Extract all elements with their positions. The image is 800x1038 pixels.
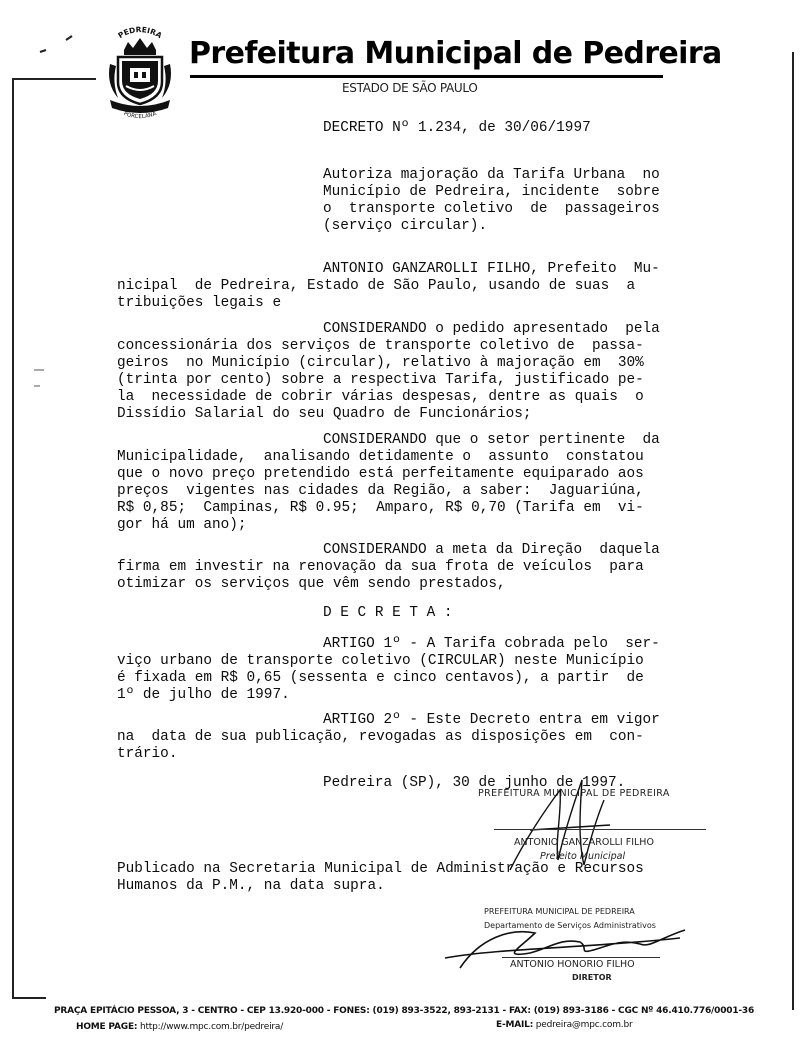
director-stamp-role: DIRETOR — [572, 973, 612, 982]
summary-line: o transporte coletivo de passageiros — [323, 201, 660, 217]
considerando-line: geiros no Município (circular), relativo à majoração em 30% — [117, 355, 644, 371]
footer-address — [54, 1006, 754, 1016]
artigo-line: ARTIGO 2º - Este Decreto entra em vigor — [323, 712, 660, 728]
footer-homepage — [76, 1022, 283, 1032]
artigo-line: na data de sua publicação, revogadas as disposições em con- — [117, 729, 644, 745]
publication-line: Humanos da P.M., na data supra. — [117, 878, 385, 894]
title-underline — [190, 75, 663, 78]
considerando-line: (trinta por cento) sobre a respectiva Tarifa, justificado pe- — [117, 372, 644, 388]
mayor-stamp-org: PREFEITURA MUNICIPAL DE PEDREIRA — [478, 788, 670, 799]
considerando-line: la necessidade de cobrir várias despesas, dentre as quais o — [117, 389, 644, 405]
artigo-line: é fixada em R$ 0,65 (sessenta e cinco centavos), a partir de — [117, 670, 644, 686]
frame-bottom-border — [12, 997, 46, 999]
decree-heading: DECRETO Nº 1.234, de 30/06/1997 — [323, 120, 591, 136]
crest-text-top: PEDREIRA — [116, 25, 164, 41]
director-stamp-rule — [502, 957, 660, 958]
director-stamp-org: PREFEITURA MUNICIPAL DE PEDREIRA — [484, 907, 635, 916]
considerando-line: CONSIDERANDO que o setor pertinente da — [323, 432, 660, 448]
considerando-line: CONSIDERANDO o pedido apresentado pela — [323, 321, 660, 337]
email-label: E-MAIL: — [496, 1020, 534, 1030]
mayor-stamp-name: ANTONIO GANZAROLLI FILHO — [514, 837, 654, 848]
considerando-line: preços vigentes nas cidades da Região, a saber: Jaguariúna, — [117, 483, 644, 499]
considerando-line: otimizar os serviços que vêm sendo prestados, — [117, 576, 506, 592]
preamble-line: ANTONIO GANZAROLLI FILHO, Prefeito Mu- — [323, 261, 660, 277]
svg-text:PEDREIRA — [116, 25, 163, 40]
frame-top-border — [12, 78, 96, 80]
preamble-line: tribuições legais e — [117, 295, 282, 311]
mayor-stamp-role: Prefeito Municipal — [540, 851, 626, 862]
email-link[interactable]: pedreira@mpc.com.br — [535, 1020, 633, 1030]
crest-text-bottom: PORCELANA — [122, 111, 158, 120]
page-title: Prefeitura Municipal de Pedreira — [189, 36, 722, 71]
place-date: Pedreira (SP), 30 de junho de 1997. — [323, 775, 626, 791]
considerando-line: concessionária dos serviços de transporte coletivo de passa- — [117, 338, 644, 354]
artigo-line: ARTIGO 1º - A Tarifa cobrada pelo ser- — [323, 636, 660, 652]
considerando-line: CONSIDERANDO a meta da Direção daquela — [323, 542, 660, 558]
considerando-line: Municipalidade, analisando detidamente o assunto constatou — [117, 449, 644, 465]
artigo-line: 1º de julho de 1997. — [117, 687, 290, 703]
footer-address-text: PRAÇA EPITÁCIO PESSOA, 3 - CENTRO - CEP 13.920-000 - FONES: (019) 893-3522, 893-2131 - FAX: (019) 893-3186 - CGC Nº 46.410.776/0001-36 — [54, 1006, 755, 1016]
summary-line: Município de Pedreira, incidente sobre — [323, 184, 660, 200]
decreta-heading: D E C R E T A : — [323, 605, 453, 621]
homepage-link[interactable]: http://www.mpc.com.br/pedreira/ — [139, 1022, 284, 1032]
considerando-line: R$ 0,85; Campinas, R$ 0.95; Amparo, R$ 0,70 (Tarifa em vi- — [117, 500, 644, 516]
considerando-line: Dissídio Salarial do seu Quadro de Funcionários; — [117, 406, 532, 422]
director-stamp-name: ANTONIO HONORIO FILHO — [510, 959, 635, 970]
publication-line: Publicado na Secretaria Municipal de Administração e Recursos — [117, 861, 644, 877]
municipal-crest-icon — [100, 24, 180, 120]
director-stamp-dept: Departamento de Serviços Administrativos — [484, 921, 656, 930]
frame-left-border — [12, 78, 14, 998]
artigo-line: viço urbano de transporte coletivo (CIRCULAR) neste Município — [117, 653, 644, 669]
homepage-label: HOME PAGE: — [76, 1022, 138, 1032]
considerando-line: firma em investir na renovação da sua frota de veículos para — [117, 559, 644, 575]
considerando-line: que o novo preço pretendido está perfeitamente equiparado aos — [117, 466, 644, 482]
preamble-line: nicipal de Pedreira, Estado de São Paulo, usando de suas a — [117, 278, 636, 294]
frame-right-border — [792, 52, 794, 1010]
summary-line: (serviço circular). — [323, 218, 488, 234]
mayor-stamp-rule — [494, 829, 706, 830]
considerando-line: gor há um ano); — [117, 517, 247, 533]
summary-line: Autoriza majoração da Tarifa Urbana no — [323, 167, 660, 183]
state-subtitle: ESTADO DE SÃO PAULO — [342, 81, 478, 95]
artigo-line: trário. — [117, 746, 178, 762]
footer-email — [496, 1020, 632, 1030]
